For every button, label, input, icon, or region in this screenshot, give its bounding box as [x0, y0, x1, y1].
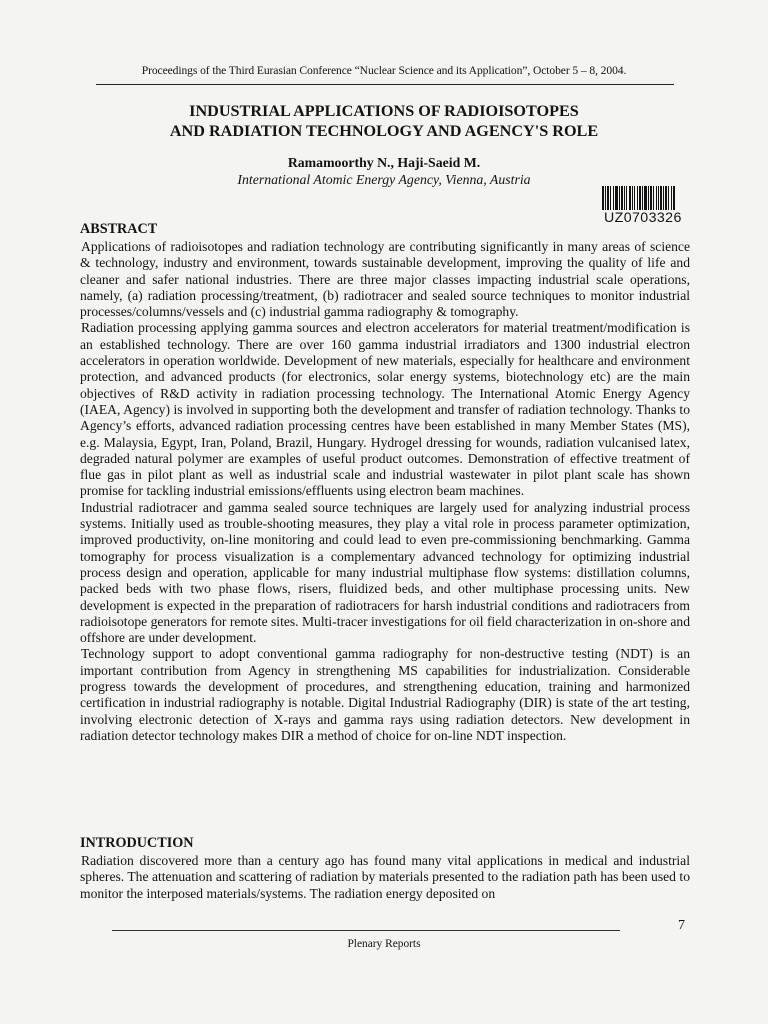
header-rule: [96, 84, 674, 85]
authors: Ramamoorthy N., Haji-Saeid M.: [287, 155, 481, 170]
title-line-2: AND RADIATION TECHNOLOGY AND AGENCY'S ROLE: [169, 122, 599, 140]
page-number: 7: [678, 918, 685, 933]
affiliation: International Atomic Energy Agency, Vienna, Austria: [237, 172, 531, 187]
barcode-graphic: [602, 186, 710, 210]
introduction-paragraph: Radiation discovered more than a century ago has found many vital applications in medical and industrial spheres. The attenuation and scattering of radiation by materials presented to the radiation path has been used to monitor the interposed materials/systems. The radiation energy deposited on: [80, 853, 690, 901]
running-header: Proceedings of the Third Eurasian Conference “Nuclear Science and its Application”, October 5 – 8, 2004.: [141, 64, 627, 77]
introduction-heading: INTRODUCTION: [80, 835, 194, 851]
barcode-bar: [675, 186, 676, 210]
abstract-heading: ABSTRACT: [80, 221, 158, 237]
footer-rule: [112, 930, 620, 931]
abstract-paragraph: Technology support to adopt conventional gamma radiography for non-destructive testing (NDT) is an important contribution from Agency in strengthening MS capabilities for industrialization. Considerable progress towards the development of procedures, and strengthening education, training and harmonized certification in industrial radiography is notable. Digital Industrial Radiography (DIR) is state of the art testing, involving electronic detection of X-rays and gamma rays using radiation detectors. New development in radiation detector technology makes DIR a method of choice for on-line NDT inspection.: [80, 646, 690, 743]
abstract-body: [80, 239, 690, 744]
title-line-1: INDUSTRIAL APPLICATIONS OF RADIOISOTOPES: [189, 102, 579, 120]
introduction-body: [80, 853, 690, 902]
document-id: UZ0703326: [604, 210, 682, 226]
abstract-paragraph: Radiation processing applying gamma sources and electron accelerators for material treatment/modification is an established technology. There are over 160 gamma industrial irradiators and 1300 industrial electron accelerators in operation worldwide. Development of new materials, especially for healthcare and environment protection, and advanced products (for electronics, solar energy systems, biotechnology etc) are the main objectives of R&D activity in radiation processing technology. The International Atomic Energy Agency (IAEA, Agency) is involved in supporting both the development and transfer of radiation technology. Thanks to Agency’s efforts, advanced radiation processing centres have been established in many Member States (MS), e.g. Malaysia, Egypt, Iran, Poland, Brazil, Hungary. Hydrogel dressing for wounds, radiation vulcanised latex, degraded natural polymer are examples of useful product outcomes. Demonstration of effective treatment of flue gas in pilot plant as well as industrial scale and industrial wastewater in pilot plant scale has shown promise for tackling industrial emissions/effluents using electron beam machines.: [80, 320, 690, 499]
abstract-paragraph: Applications of radioisotopes and radiation technology are contributing significantly in many areas of science & technology, industry and environment, towards sustainable development, improving the quality of life and cleaner and safer national industries. There are three major classes impacting industrial scale operations, namely, (a) radiation processing/treatment, (b) radiotracer and sealed source techniques to monitor industrial processes/columns/vessels and (c) industrial gamma radiography & tomography.: [80, 239, 690, 320]
paper-title: [80, 101, 688, 141]
footer-label: Plenary Reports: [347, 938, 421, 950]
abstract-paragraph: Industrial radiotracer and gamma sealed source techniques are largely used for analyzing industrial process systems. Initially used as trouble-shooting measures, they play a vital role in process parameter optimization, improved productivity, on-line monitoring and could lead to even pre-commissioning benchmarking. Gamma tomography for process visualization is a complementary advanced technology for optimizing industrial process design and operation, applicable for many industrial multiphase flow systems: distillation columns, packed beds with two phase flows, risers, fluidized beds, and other multiphase processing units. New development is expected in the preparation of radiotracers for harsh industrial conditions and radiotracers from radioisotope generators for remote sites. Multi-tracer investigations for oil field characterization in on-shore and offshore are under development.: [80, 499, 690, 646]
